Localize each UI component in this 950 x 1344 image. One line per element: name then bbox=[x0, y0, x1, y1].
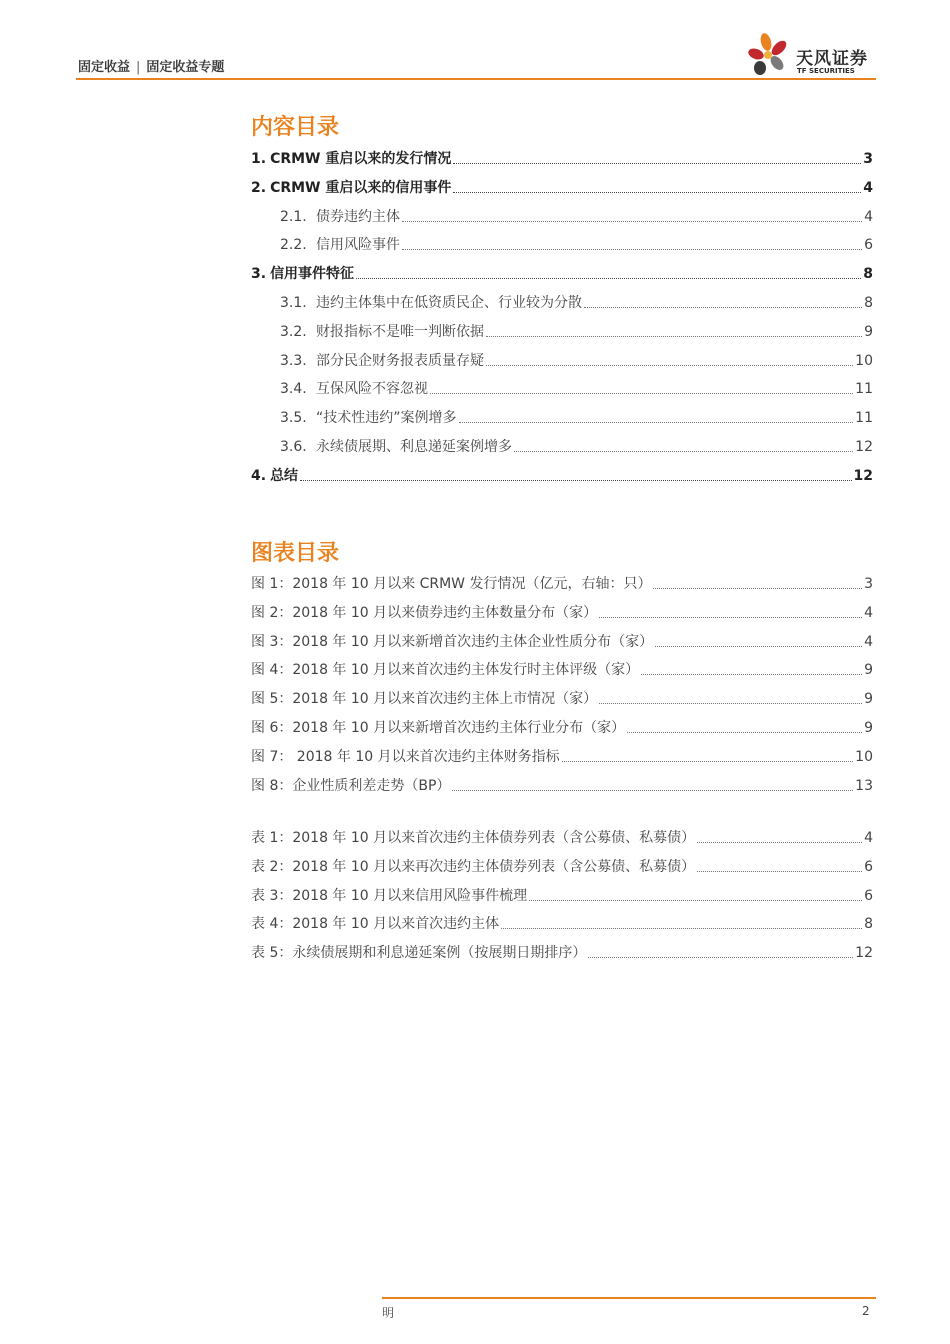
toc-dot-leader bbox=[402, 220, 862, 222]
toc-entry-number: 3.6. bbox=[280, 439, 307, 455]
toc-entry-number: 3.1. bbox=[280, 295, 307, 311]
flower-logo-icon bbox=[746, 30, 794, 78]
chart-list-entry[interactable] bbox=[251, 602, 873, 622]
toc-dot-leader bbox=[453, 191, 861, 193]
toc-entry[interactable] bbox=[251, 263, 873, 283]
toc-entry-page: 6 bbox=[864, 237, 873, 254]
toc-entry-label: 互保风险不容忽视 bbox=[316, 381, 428, 398]
chart-entry-page: 9 bbox=[864, 691, 873, 708]
chart-entry-page: 13 bbox=[855, 777, 873, 794]
toc-entry[interactable] bbox=[280, 350, 873, 370]
toc-entry-label: 财报指标不是唯一判断依据 bbox=[316, 323, 484, 340]
footer-text: 明 bbox=[382, 1306, 395, 1320]
table-dot-leader bbox=[501, 927, 862, 929]
toc-entry-label: 违约主体集中在低资质民企、行业较为分散 bbox=[316, 295, 582, 311]
toc-entry-page: 11 bbox=[855, 410, 873, 427]
toc-entry[interactable] bbox=[280, 206, 873, 226]
page-header bbox=[76, 0, 876, 82]
table-entry-page: 12 bbox=[855, 945, 873, 962]
chart-dot-leader bbox=[599, 616, 862, 618]
toc-dot-leader bbox=[486, 335, 862, 337]
chart-list-entry[interactable] bbox=[251, 717, 873, 737]
chart-list-entry[interactable] bbox=[251, 631, 873, 651]
table-list-entry[interactable] bbox=[251, 856, 873, 876]
header-breadcrumb bbox=[78, 56, 224, 75]
chart-entry-page: 10 bbox=[855, 748, 873, 765]
chart-list-entry[interactable] bbox=[251, 775, 873, 795]
toc-entry[interactable] bbox=[280, 407, 873, 427]
toc-entry[interactable] bbox=[280, 234, 873, 254]
toc-dot-leader bbox=[514, 450, 853, 452]
chart-entry-label: 图 4：2018 年 10 月以来首次违约主体发行时主体评级（家） bbox=[251, 662, 640, 679]
page-number: 2 bbox=[862, 1304, 870, 1318]
chart-entry-label: 图 7： 2018 年 10 月以来首次违约主体财务指标 bbox=[251, 748, 560, 765]
chart-entry-page: 9 bbox=[864, 720, 873, 736]
table-entry-label: 表 4：2018 年 10 月以来首次违约主体 bbox=[251, 916, 500, 933]
toc-entry-label: 部分民企财务报表质量存疑 bbox=[316, 352, 484, 369]
toc-entry-page: 3 bbox=[863, 151, 873, 167]
toc-entry[interactable] bbox=[280, 378, 873, 398]
chart-dot-leader bbox=[641, 673, 862, 675]
table-dot-leader bbox=[588, 956, 853, 958]
toc-dot-leader bbox=[402, 248, 862, 250]
toc-entry-number: 1. bbox=[251, 151, 267, 167]
toc-entry-number: 3.4. bbox=[280, 381, 307, 398]
toc-entry-number: 3.2. bbox=[280, 323, 307, 340]
toc-entry-page: 9 bbox=[864, 323, 873, 340]
chart-entry-page: 4 bbox=[864, 633, 873, 650]
table-entry-page: 8 bbox=[864, 916, 873, 933]
company-logo bbox=[746, 30, 876, 78]
table-dot-leader bbox=[697, 870, 862, 872]
chart-list-entry[interactable] bbox=[251, 688, 873, 708]
table-entry-page: 6 bbox=[864, 858, 873, 875]
toc-entry-page: 12 bbox=[855, 439, 873, 455]
footer-rule bbox=[382, 1297, 876, 1299]
chart-entry-label: 图 2：2018 年 10 月以来债券违约主体数量分布（家） bbox=[251, 604, 598, 621]
table-entry-label: 表 5：永续债展期和利息递延案例（按展期日期排序） bbox=[251, 945, 587, 962]
toc-dot-leader bbox=[453, 162, 861, 164]
chart-dot-leader bbox=[452, 789, 853, 791]
toc-entry-number: 4. bbox=[251, 467, 267, 484]
toc-entry[interactable] bbox=[251, 465, 873, 485]
table-list-entry[interactable] bbox=[251, 885, 873, 905]
header-separator: | bbox=[136, 60, 141, 75]
logo-cn-text: 天风证券 bbox=[796, 49, 868, 69]
table-entry-page: 4 bbox=[864, 830, 873, 846]
toc-dot-leader bbox=[300, 479, 851, 481]
chart-entry-label: 图 5：2018 年 10 月以来首次违约主体上市情况（家） bbox=[251, 691, 598, 708]
toc-entry-label: CRMW 重启以来的发行情况 bbox=[270, 151, 452, 167]
chart-entry-label: 图 1：2018 年 10 月以来 CRMW 发行情况（亿元，右轴：只） bbox=[251, 576, 652, 592]
toc-entry-page: 11 bbox=[855, 381, 873, 398]
header-category: 固定收益 bbox=[78, 60, 131, 75]
toc-entry-label: 债券违约主体 bbox=[316, 208, 400, 225]
toc-entry-number: 2. bbox=[251, 179, 267, 196]
toc-entry-number: 2.2. bbox=[280, 237, 307, 254]
toc-dot-leader bbox=[486, 364, 853, 366]
table-list-entry[interactable] bbox=[251, 913, 873, 933]
toc-entry-page: 8 bbox=[864, 295, 873, 311]
chart-entry-page: 4 bbox=[864, 604, 873, 621]
table-entry-label: 表 1：2018 年 10 月以来首次违约主体债券列表（含公募债、私募债） bbox=[251, 830, 696, 846]
toc-entry-label: 信用风险事件 bbox=[316, 237, 400, 254]
chart-entry-label: 图 8：企业性质利差走势（BP） bbox=[251, 777, 451, 794]
toc-dot-leader bbox=[430, 392, 853, 394]
toc-entry-label: CRMW 重启以来的信用事件 bbox=[270, 179, 452, 196]
chart-entry-page: 3 bbox=[864, 576, 873, 592]
figure-list-section bbox=[251, 536, 873, 976]
toc-entry[interactable] bbox=[280, 292, 873, 312]
table-entry-label: 表 3：2018 年 10 月以来信用风险事件梳理 bbox=[251, 887, 528, 904]
chart-entry-page: 9 bbox=[864, 662, 873, 679]
header-rule bbox=[76, 78, 876, 80]
table-entry-label: 表 2：2018 年 10 月以来再次违约主体债券列表（含公募债、私募债） bbox=[251, 858, 696, 875]
toc-entry-page: 10 bbox=[855, 352, 873, 369]
chart-entry-label: 图 6：2018 年 10 月以来新增首次违约主体行业分布（家） bbox=[251, 720, 626, 736]
figure-list-title: 图表目录 bbox=[251, 541, 340, 566]
toc-dot-leader bbox=[584, 306, 862, 308]
toc-entry[interactable] bbox=[280, 436, 873, 456]
toc-dot-leader bbox=[459, 421, 854, 423]
toc-entry-page: 4 bbox=[864, 208, 873, 225]
toc-section bbox=[251, 110, 873, 490]
toc-entry-page: 8 bbox=[863, 266, 873, 283]
toc-entry-number: 3.5. bbox=[280, 410, 307, 427]
chart-dot-leader bbox=[653, 587, 862, 589]
toc-entry-label: 永续债展期、利息递延案例增多 bbox=[316, 439, 512, 455]
toc-entry-label: “技术性违约”案例增多 bbox=[316, 410, 457, 427]
table-dot-leader bbox=[697, 841, 862, 843]
chart-dot-leader bbox=[562, 760, 854, 762]
table-list-entry[interactable] bbox=[251, 942, 873, 962]
table-entry-page: 6 bbox=[864, 887, 873, 904]
toc-entry[interactable] bbox=[280, 321, 873, 341]
table-dot-leader bbox=[529, 899, 862, 901]
toc-entry-page: 12 bbox=[853, 467, 873, 484]
chart-list-entry[interactable] bbox=[251, 659, 873, 679]
toc-dot-leader bbox=[356, 277, 861, 279]
chart-dot-leader bbox=[627, 731, 862, 733]
chart-list-entry[interactable] bbox=[251, 746, 873, 766]
toc-entry[interactable] bbox=[251, 177, 873, 197]
logo-en-text: TF SECURITIES bbox=[797, 67, 855, 75]
toc-entry-number: 3.3. bbox=[280, 352, 307, 369]
toc-entry-number: 3. bbox=[251, 266, 267, 283]
chart-entry-label: 图 3：2018 年 10 月以来新增首次违约主体企业性质分布（家） bbox=[251, 633, 654, 650]
toc-title: 内容目录 bbox=[251, 115, 340, 140]
chart-list-entry[interactable] bbox=[251, 573, 873, 593]
toc-entry[interactable] bbox=[251, 148, 873, 168]
chart-dot-leader bbox=[655, 645, 862, 647]
toc-entry-label: 总结 bbox=[270, 467, 299, 484]
header-subcategory: 固定收益专题 bbox=[146, 60, 225, 75]
toc-entry-page: 4 bbox=[863, 179, 873, 196]
chart-dot-leader bbox=[599, 702, 862, 704]
table-list-entry[interactable] bbox=[251, 827, 873, 847]
toc-entry-number: 2.1. bbox=[280, 208, 307, 225]
toc-entry-label: 信用事件特征 bbox=[270, 266, 355, 283]
